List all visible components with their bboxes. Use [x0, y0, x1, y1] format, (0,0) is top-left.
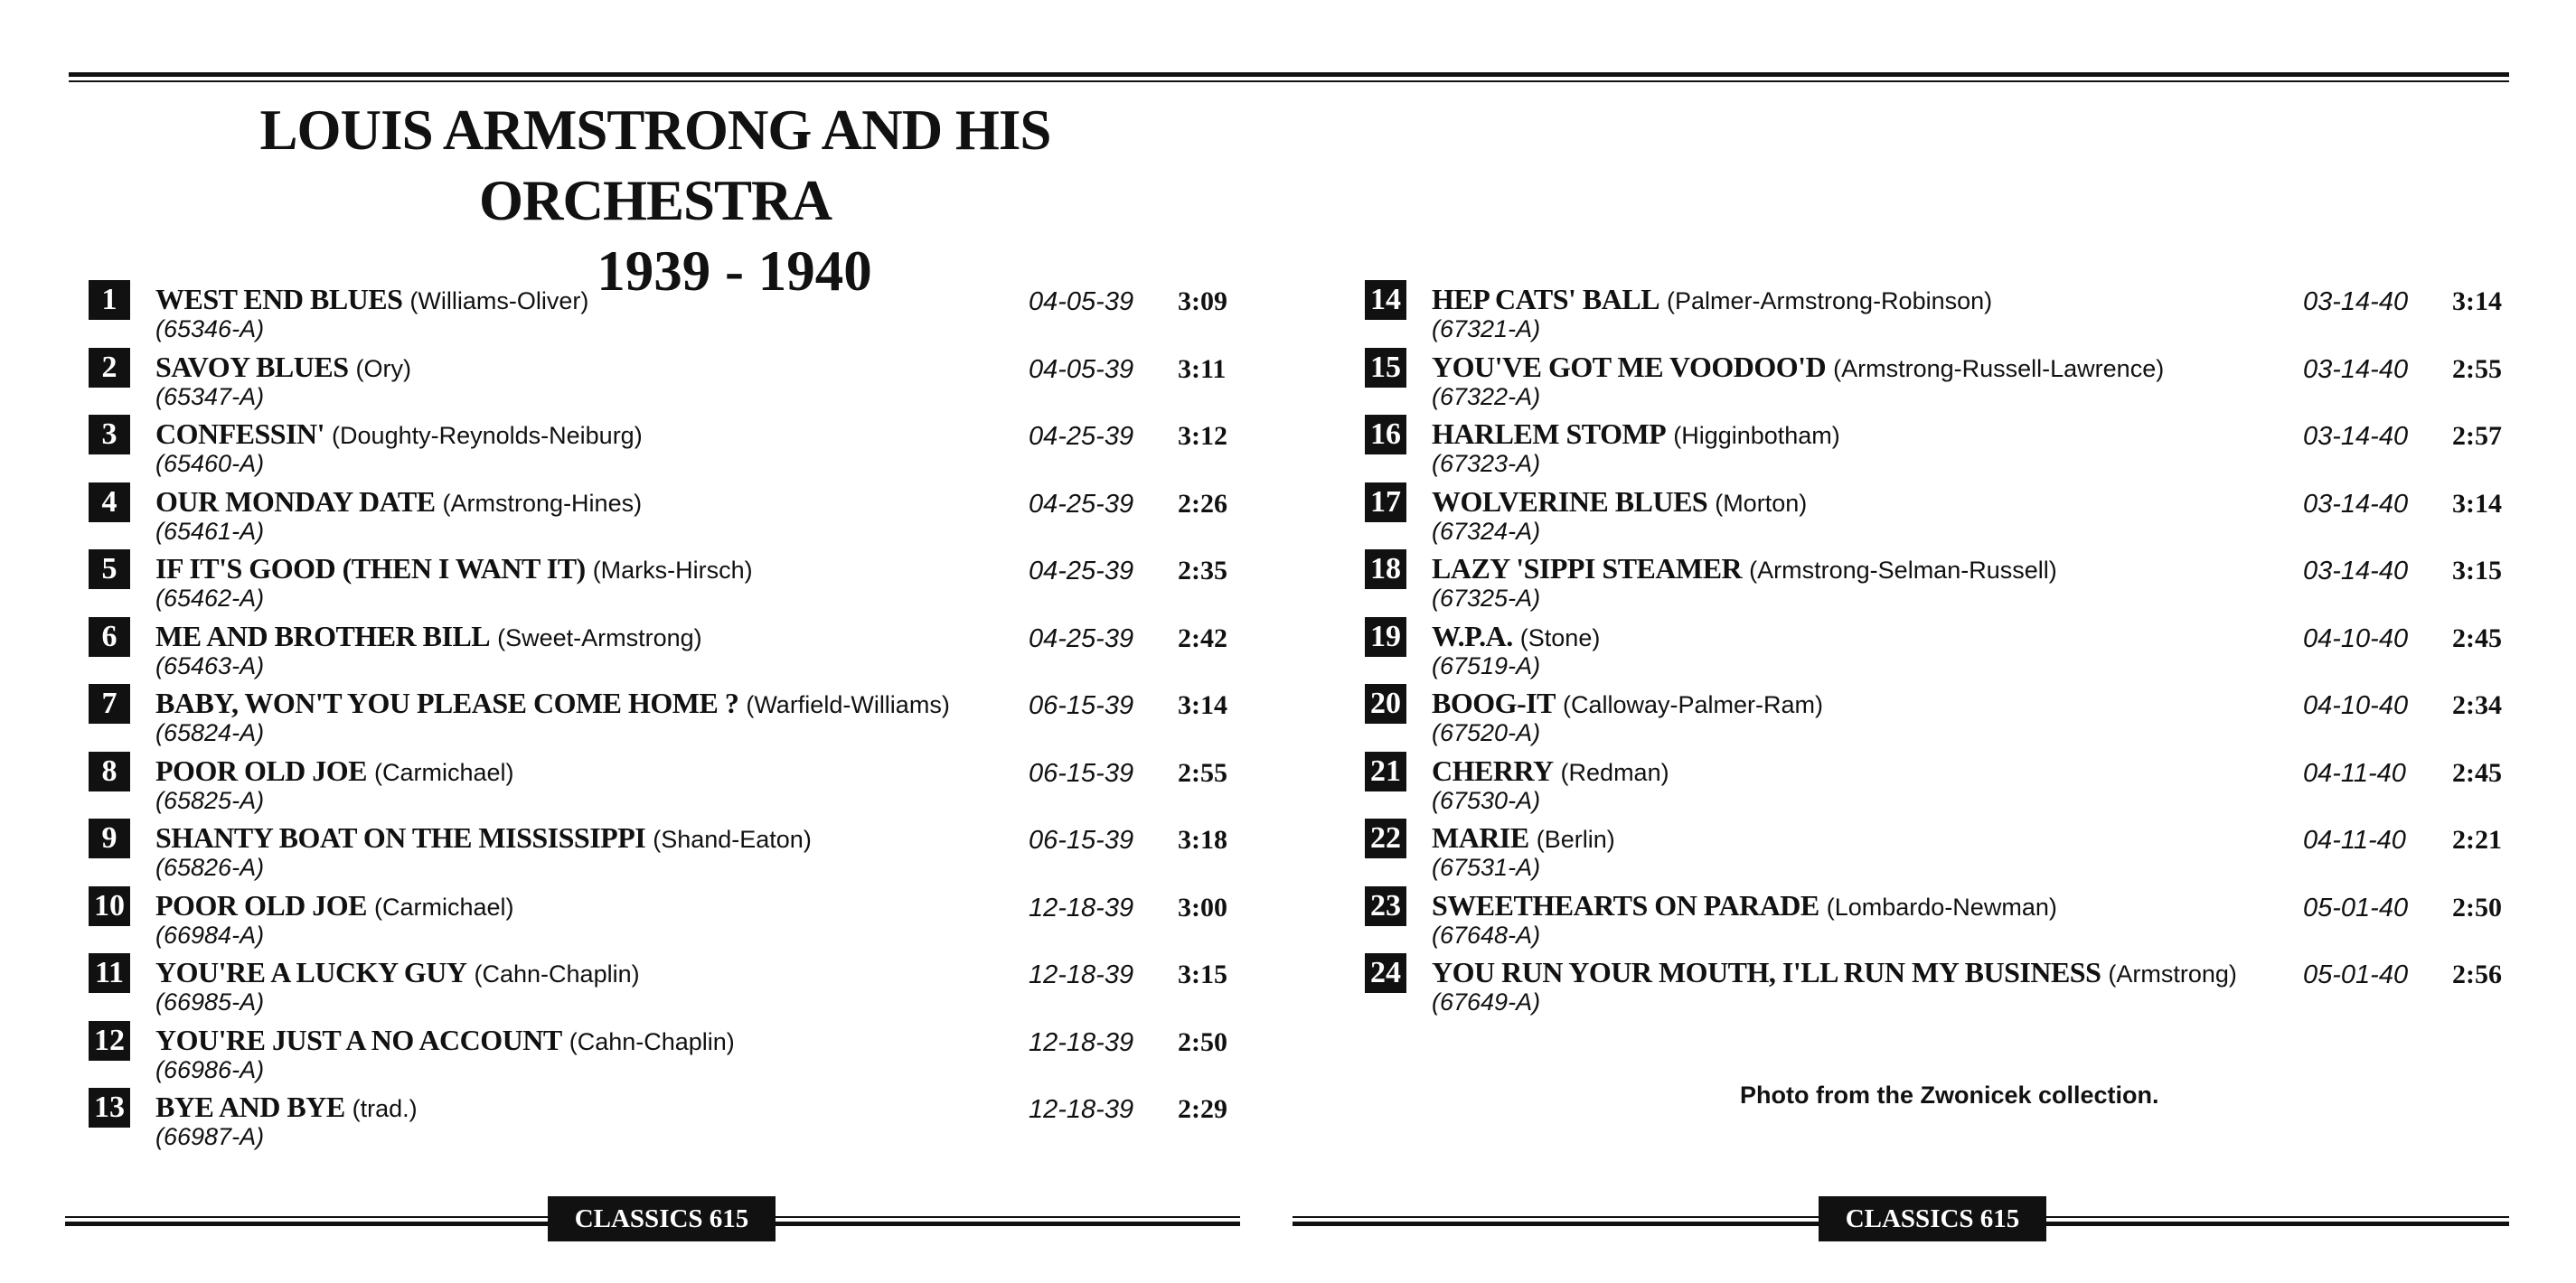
track-title: WEST END BLUES — [155, 283, 403, 315]
track-title: SWEETHEARTS ON PARADE — [1432, 888, 1819, 922]
tracklist-right — [1365, 280, 2513, 1021]
track-number: 19 — [1365, 617, 1406, 657]
track-title: HEP CATS' BALL — [1432, 283, 1660, 315]
track-date: 04-25-39 — [1029, 422, 1134, 451]
track-time: 2:45 — [2452, 757, 2502, 788]
track-row — [89, 482, 1236, 550]
track-row — [89, 684, 1236, 752]
track-date: 04-11-40 — [2303, 758, 2406, 788]
track-title-line — [1432, 888, 2057, 924]
track-date: 12-18-39 — [1029, 1027, 1134, 1057]
track-composers: (Higginbotham) — [1673, 422, 1840, 449]
track-composers: (Carmichael) — [374, 758, 514, 786]
track-time: 3:09 — [1178, 286, 1227, 316]
track-matrix: (67321-A) — [1432, 315, 1541, 342]
track-composers: (Cahn-Chaplin) — [474, 960, 640, 988]
track-row — [1365, 280, 2513, 348]
track-matrix: (66987-A) — [155, 1123, 265, 1150]
track-matrix: (66986-A) — [155, 1055, 265, 1083]
track-matrix: (67649-A) — [1432, 988, 1541, 1016]
track-number: 1 — [89, 280, 130, 320]
track-time: 2:21 — [2452, 825, 2502, 855]
track-time: 3:00 — [1178, 892, 1227, 922]
track-title: OUR MONDAY DATE — [155, 484, 436, 518]
track-title: CHERRY — [1432, 754, 1554, 787]
track-time: 2:50 — [2452, 892, 2502, 922]
track-matrix: (65461-A) — [155, 517, 265, 545]
track-number: 17 — [1365, 482, 1406, 522]
track-title: YOU'RE A LUCKY GUY — [155, 956, 467, 988]
track-date: 03-14-40 — [2303, 354, 2409, 384]
track-title-line — [1432, 619, 1600, 655]
track-time: 3:18 — [1178, 825, 1227, 855]
track-row — [89, 280, 1236, 348]
track-time: 3:11 — [1178, 353, 1227, 384]
track-time: 3:14 — [2452, 488, 2502, 519]
track-matrix: (66985-A) — [155, 988, 265, 1016]
track-matrix: (67531-A) — [1432, 854, 1541, 881]
track-title: IF IT'S GOOD (THEN I WANT IT) — [155, 552, 586, 585]
track-title: POOR OLD JOE — [155, 754, 368, 787]
track-title-line — [155, 350, 411, 386]
track-composers: (Redman) — [1560, 758, 1669, 786]
track-number: 5 — [89, 549, 130, 589]
track-date: 04-25-39 — [1029, 557, 1134, 585]
track-composers: (Doughty-Reynolds-Neiburg) — [332, 422, 643, 449]
track-row — [89, 1021, 1236, 1089]
track-date: 04-10-40 — [2303, 623, 2409, 653]
track-date: 04-05-39 — [1029, 354, 1134, 384]
track-composers: (Stone) — [1519, 623, 1601, 651]
track-title-line — [1432, 754, 1669, 790]
track-row — [1365, 886, 2513, 954]
artist-title: LOUIS ARMSTRONG AND HIS ORCHESTRA — [259, 98, 1051, 232]
track-time: 2:55 — [2452, 353, 2502, 384]
track-title: LAZY 'SIPPI STEAMER — [1432, 552, 1743, 585]
track-title: POOR OLD JOE — [155, 888, 368, 922]
track-title-line — [1432, 350, 2164, 386]
track-composers: (Cahn-Chaplin) — [569, 1027, 735, 1055]
track-number: 13 — [89, 1088, 130, 1128]
track-row — [89, 819, 1236, 886]
track-number: 20 — [1365, 684, 1406, 724]
track-date: 04-11-40 — [2303, 826, 2406, 855]
track-row — [1365, 549, 2513, 617]
track-title-line — [155, 820, 812, 857]
track-time: 2:34 — [2452, 690, 2502, 720]
track-matrix: (66984-A) — [155, 921, 265, 949]
track-title: CONFESSIN' — [155, 417, 325, 450]
track-title-line — [155, 551, 753, 587]
track-number: 4 — [89, 482, 130, 522]
track-title: HARLEM STOMP — [1432, 417, 1667, 450]
track-number: 12 — [89, 1021, 130, 1061]
track-number: 2 — [89, 348, 130, 388]
track-date: 04-05-39 — [1029, 287, 1134, 316]
track-title: YOU RUN YOUR MOUTH, I'LL RUN MY BUSINESS — [1432, 956, 2101, 988]
track-matrix: (67322-A) — [1432, 382, 1541, 410]
catalog-badge-left: CLASSICS 615 — [548, 1196, 776, 1241]
track-row — [89, 886, 1236, 954]
track-time: 2:35 — [1178, 556, 1227, 585]
track-number: 7 — [89, 684, 130, 724]
track-number: 9 — [89, 819, 130, 858]
track-composers: (Armstrong-Selman-Russell) — [1749, 557, 2057, 584]
track-title: BOOG-IT — [1432, 687, 1556, 719]
track-date: 04-25-39 — [1029, 489, 1134, 519]
track-composers: (Carmichael) — [374, 893, 514, 921]
track-title-line — [1432, 484, 1807, 520]
track-title: YOU'VE GOT ME VOODOO'D — [1432, 350, 1827, 383]
track-title-line — [155, 1090, 418, 1126]
track-number: 15 — [1365, 348, 1406, 388]
track-composers: (Shand-Eaton) — [653, 826, 812, 853]
track-time: 3:14 — [1178, 690, 1227, 720]
track-row — [89, 752, 1236, 819]
track-number: 21 — [1365, 752, 1406, 791]
track-row — [1365, 684, 2513, 752]
track-date: 03-14-40 — [2303, 422, 2409, 451]
track-title-line — [155, 754, 514, 790]
track-title: MARIE — [1432, 821, 1529, 854]
track-title-line — [155, 619, 702, 655]
track-matrix: (67519-A) — [1432, 651, 1541, 679]
track-matrix: (65460-A) — [155, 450, 265, 477]
track-title: SHANTY BOAT ON THE MISSISSIPPI — [155, 821, 646, 854]
track-date: 06-15-39 — [1029, 691, 1134, 720]
track-time: 2:42 — [1178, 623, 1227, 653]
track-date: 04-10-40 — [2303, 691, 2409, 720]
track-row — [1365, 482, 2513, 550]
track-matrix: (65462-A) — [155, 585, 265, 612]
track-matrix: (65346-A) — [155, 315, 265, 342]
tracklist-left — [89, 280, 1236, 1156]
track-date: 03-14-40 — [2303, 489, 2409, 519]
track-composers: (Berlin) — [1536, 826, 1615, 853]
track-number: 14 — [1365, 280, 1406, 320]
catalog-badge-right: CLASSICS 615 — [1819, 1196, 2046, 1241]
track-title-line — [155, 484, 642, 520]
track-number: 6 — [89, 617, 130, 657]
track-title-line — [155, 282, 588, 318]
track-title: BABY, WON'T YOU PLEASE COME HOME ? — [155, 687, 739, 719]
track-composers: (Lombardo-Newman) — [1826, 893, 2057, 921]
track-composers: (Palmer-Armstrong-Robinson) — [1667, 287, 1993, 314]
track-matrix: (67325-A) — [1432, 585, 1541, 612]
track-number: 23 — [1365, 886, 1406, 926]
track-composers: (Warfield-Williams) — [746, 691, 950, 718]
track-time: 3:15 — [1178, 960, 1227, 989]
track-date: 05-01-40 — [2303, 893, 2409, 922]
track-composers: (Calloway-Palmer-Ram) — [1562, 691, 1824, 718]
track-title-line — [155, 955, 640, 991]
track-composers: (Armstrong) — [2108, 960, 2237, 988]
track-row — [1365, 819, 2513, 886]
track-row — [89, 1088, 1236, 1156]
track-matrix: (67530-A) — [1432, 786, 1541, 814]
track-composers: (Armstrong-Russell-Lawrence) — [1833, 354, 2165, 382]
track-row — [1365, 415, 2513, 482]
track-number: 18 — [1365, 549, 1406, 589]
track-title-line — [1432, 551, 2057, 587]
track-composers: (Ory) — [355, 354, 411, 382]
track-date: 06-15-39 — [1029, 758, 1134, 788]
track-composers: (Morton) — [1715, 489, 1808, 517]
track-composers: (Marks-Hirsch) — [592, 557, 753, 584]
track-date: 12-18-39 — [1029, 960, 1134, 989]
track-number: 24 — [1365, 953, 1406, 993]
track-number: 16 — [1365, 415, 1406, 454]
track-matrix: (65824-A) — [155, 719, 265, 746]
track-matrix: (65825-A) — [155, 786, 265, 814]
track-number: 3 — [89, 415, 130, 454]
track-row — [89, 617, 1236, 685]
track-title-line — [1432, 417, 1840, 453]
track-row — [1365, 953, 2513, 1021]
track-matrix: (67323-A) — [1432, 450, 1541, 477]
track-date: 03-14-40 — [2303, 557, 2409, 585]
track-title: SAVOY BLUES — [155, 350, 349, 383]
track-row — [1365, 617, 2513, 685]
track-time: 2:57 — [2452, 421, 2502, 451]
track-composers: (trad.) — [352, 1095, 418, 1122]
track-time: 2:45 — [2452, 623, 2502, 653]
track-row — [89, 415, 1236, 482]
track-date: 06-15-39 — [1029, 826, 1134, 855]
track-number: 10 — [89, 886, 130, 926]
track-number: 8 — [89, 752, 130, 791]
track-title-line — [1432, 820, 1615, 857]
track-row — [1365, 752, 2513, 819]
track-time: 3:12 — [1178, 421, 1227, 451]
track-title: WOLVERINE BLUES — [1432, 484, 1708, 518]
track-time: 2:55 — [1178, 757, 1227, 788]
track-date: 12-18-39 — [1029, 893, 1134, 922]
track-row — [89, 348, 1236, 416]
track-composers: (Sweet-Armstrong) — [497, 623, 702, 651]
track-matrix: (67324-A) — [1432, 517, 1541, 545]
track-title: BYE AND BYE — [155, 1091, 345, 1123]
years-title: 1939 - 1940 — [597, 239, 872, 303]
track-matrix: (65826-A) — [155, 854, 265, 881]
track-time: 2:50 — [1178, 1026, 1227, 1057]
track-time: 3:15 — [2452, 556, 2502, 585]
track-time: 3:14 — [2452, 286, 2502, 316]
top-double-rule — [69, 72, 2509, 85]
track-number: 22 — [1365, 819, 1406, 858]
track-row — [89, 549, 1236, 617]
track-row — [89, 953, 1236, 1021]
track-date: 05-01-40 — [2303, 960, 2409, 989]
track-title-line — [155, 1023, 735, 1059]
track-title-line — [1432, 686, 1823, 722]
track-matrix: (65347-A) — [155, 382, 265, 410]
track-time: 2:26 — [1178, 488, 1227, 519]
track-composers: (Armstrong-Hines) — [442, 489, 643, 517]
track-title-line — [1432, 282, 1992, 318]
track-title-line — [155, 686, 950, 722]
album-title — [136, 95, 1175, 306]
track-matrix: (67648-A) — [1432, 921, 1541, 949]
track-time: 2:56 — [2452, 960, 2502, 989]
track-matrix: (67520-A) — [1432, 719, 1541, 746]
track-title: W.P.A. — [1432, 619, 1513, 652]
track-date: 04-25-39 — [1029, 623, 1134, 653]
photo-credit: Photo from the Zwonicek collection. — [1740, 1082, 2159, 1109]
track-date: 03-14-40 — [2303, 287, 2409, 316]
track-title-line — [155, 888, 514, 924]
track-matrix: (65463-A) — [155, 651, 265, 679]
track-title: YOU'RE JUST A NO ACCOUNT — [155, 1023, 562, 1056]
track-row — [1365, 348, 2513, 416]
track-title-line — [155, 417, 643, 453]
track-title-line — [1432, 955, 2237, 991]
track-time: 2:29 — [1178, 1094, 1227, 1124]
track-composers: (Williams-Oliver) — [409, 287, 589, 314]
track-date: 12-18-39 — [1029, 1095, 1134, 1124]
track-title: ME AND BROTHER BILL — [155, 619, 491, 652]
track-number: 11 — [89, 953, 130, 993]
